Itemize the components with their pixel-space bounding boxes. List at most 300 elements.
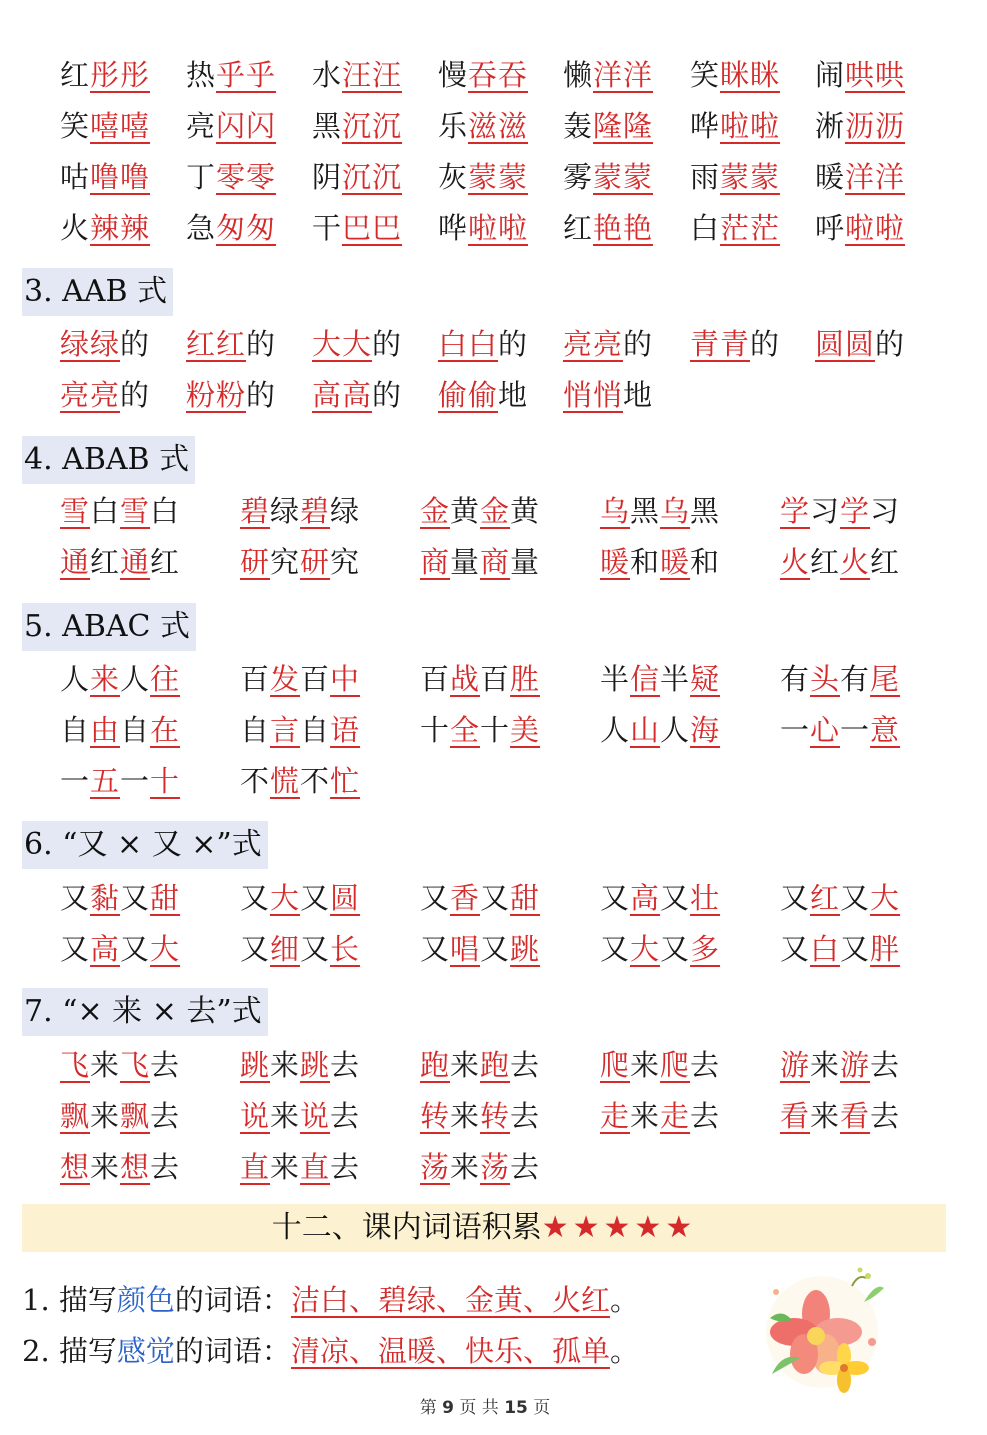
plain-char: 去	[330, 1150, 361, 1184]
plain-char: 半	[660, 662, 691, 696]
highlight-char: 荡	[420, 1150, 451, 1184]
highlight-char: 暖	[600, 545, 631, 579]
plain-char: 来	[270, 1150, 301, 1184]
plain-char: 白	[90, 494, 121, 528]
highlight-text: 蒙蒙	[720, 160, 781, 194]
word-item	[240, 1096, 360, 1136]
highlight-char: 荡	[480, 1150, 511, 1184]
highlight-char: 乌	[660, 494, 691, 528]
highlight-char: 通	[120, 545, 151, 579]
plain-char: 习	[870, 494, 901, 528]
highlight-text: 闪闪	[216, 109, 277, 143]
highlight-char: 美	[510, 713, 541, 747]
plain-text: 的	[372, 327, 403, 361]
plain-char: 来	[630, 1048, 661, 1082]
section-header	[22, 603, 196, 651]
highlight-char: 学	[780, 494, 811, 528]
highlight-char: 海	[690, 713, 721, 747]
word-item	[690, 208, 780, 248]
plain-char: 红	[870, 545, 901, 579]
plain-char: 又	[660, 881, 691, 915]
highlight-char: 通	[60, 545, 91, 579]
plain-char: 红	[90, 545, 121, 579]
plain-text: 笑	[690, 58, 721, 92]
plain-text: 干	[312, 211, 343, 245]
highlight-text: 红红	[186, 327, 247, 361]
word-item	[240, 878, 360, 918]
word-item	[563, 157, 653, 197]
highlight-char: 说	[240, 1099, 271, 1133]
plain-char: 半	[600, 662, 631, 696]
highlight-char: 转	[420, 1099, 451, 1133]
plain-char: 黑	[630, 494, 661, 528]
plain-text: 闹	[815, 58, 846, 92]
description-line-2	[22, 1331, 639, 1371]
highlight-text: 绿绿	[60, 327, 121, 361]
word-item	[60, 375, 150, 415]
desc-end: 。	[609, 1283, 639, 1317]
highlight-char: 暖	[660, 545, 691, 579]
word-item	[60, 542, 180, 582]
highlight-char: 红	[810, 881, 841, 915]
word-item	[240, 542, 360, 582]
plain-char: 又	[300, 881, 331, 915]
footer-prefix: 第	[419, 1398, 437, 1418]
word-item	[780, 878, 900, 918]
plain-char: 来	[90, 1099, 121, 1133]
plain-char: 自	[120, 713, 151, 747]
word-item	[600, 878, 720, 918]
word-item	[563, 375, 653, 415]
plain-text: 的	[623, 327, 654, 361]
word-item	[186, 375, 276, 415]
footer-middle: 页 共	[459, 1398, 499, 1418]
plain-char: 去	[330, 1099, 361, 1133]
highlight-char: 雪	[120, 494, 151, 528]
plain-char: 又	[300, 932, 331, 966]
word-item	[312, 55, 402, 95]
word-item	[240, 659, 360, 699]
highlight-char: 细	[270, 932, 301, 966]
plain-char: 来	[270, 1099, 301, 1133]
plain-text: 的	[750, 327, 781, 361]
highlight-char: 发	[270, 662, 301, 696]
highlight-char: 碧	[240, 494, 271, 528]
highlight-char: 头	[810, 662, 841, 696]
word-item	[690, 324, 780, 364]
plain-text: 白	[690, 211, 721, 245]
plain-char: 和	[690, 545, 721, 579]
word-item	[600, 491, 720, 531]
plain-text: 黑	[312, 109, 343, 143]
word-item	[600, 710, 720, 750]
plain-char: 去	[510, 1048, 541, 1082]
highlight-char: 慌	[270, 764, 301, 798]
highlight-char: 胖	[870, 932, 901, 966]
plain-char: 量	[450, 545, 481, 579]
plain-char: 黄	[450, 494, 481, 528]
plain-char: 十	[420, 713, 451, 747]
highlight-char: 十	[150, 764, 181, 798]
plain-char: 红	[150, 545, 181, 579]
word-item	[186, 106, 276, 146]
word-item	[780, 710, 900, 750]
highlight-char: 跳	[300, 1048, 331, 1082]
desc-suffix: 的词语：	[174, 1283, 291, 1317]
highlight-char: 山	[630, 713, 661, 747]
plain-text: 灰	[438, 160, 469, 194]
plain-char: 去	[150, 1048, 181, 1082]
word-item	[60, 659, 180, 699]
highlight-text: 偷偷	[438, 378, 499, 412]
highlight-text: 乎乎	[216, 58, 277, 92]
section-label: 4. ABAB 式	[24, 442, 190, 477]
section-header	[22, 988, 268, 1036]
highlight-char: 跑	[420, 1048, 451, 1082]
highlight-char: 心	[810, 713, 841, 747]
highlight-char: 香	[450, 881, 481, 915]
highlight-text: 沉沉	[342, 160, 403, 194]
highlight-text: 隆隆	[593, 109, 654, 143]
highlight-char: 爬	[600, 1048, 631, 1082]
plain-text: 咕	[60, 160, 91, 194]
highlight-char: 信	[630, 662, 661, 696]
flower-decoration	[752, 1262, 892, 1402]
plain-char: 黑	[690, 494, 721, 528]
word-item	[563, 324, 653, 364]
highlight-char: 甜	[510, 881, 541, 915]
plain-text: 的	[246, 378, 277, 412]
word-item	[690, 106, 780, 146]
plain-char: 绿	[330, 494, 361, 528]
plain-char: 人	[60, 662, 91, 696]
footer-page-number: 9	[442, 1398, 454, 1418]
highlight-text: 辣辣	[90, 211, 151, 245]
desc-answer: 洁白、碧绿、金黄、火红	[290, 1283, 610, 1317]
word-item	[60, 929, 180, 969]
plain-char: 来	[270, 1048, 301, 1082]
plain-char: 又	[840, 932, 871, 966]
word-item	[420, 1096, 540, 1136]
highlight-char: 跳	[510, 932, 541, 966]
plain-char: 究	[330, 545, 361, 579]
word-item	[240, 761, 360, 801]
word-item	[240, 710, 360, 750]
word-item	[60, 324, 150, 364]
plain-char: 百	[420, 662, 451, 696]
plain-char: 习	[810, 494, 841, 528]
plain-text: 轰	[563, 109, 594, 143]
plain-char: 绿	[270, 494, 301, 528]
plain-char: 去	[150, 1150, 181, 1184]
banner-stars: ★★★★★	[541, 1210, 697, 1245]
highlight-text: 彤彤	[90, 58, 151, 92]
highlight-char: 爬	[660, 1048, 691, 1082]
highlight-text: 滋滋	[468, 109, 529, 143]
section-label: 5. ABAC 式	[24, 609, 191, 644]
plain-char: 又	[780, 881, 811, 915]
highlight-text: 哄哄	[845, 58, 906, 92]
plain-char: 百	[240, 662, 271, 696]
highlight-char: 雪	[60, 494, 91, 528]
word-item	[780, 491, 900, 531]
word-item	[240, 1147, 360, 1187]
plain-char: 百	[480, 662, 511, 696]
plain-text: 懒	[563, 58, 594, 92]
word-item	[60, 157, 150, 197]
highlight-text: 圆圆	[815, 327, 876, 361]
highlight-char: 商	[420, 545, 451, 579]
plain-char: 来	[450, 1048, 481, 1082]
word-item	[600, 659, 720, 699]
plain-char: 又	[840, 881, 871, 915]
highlight-char: 全	[450, 713, 481, 747]
highlight-char: 飞	[60, 1048, 91, 1082]
word-item	[60, 710, 180, 750]
plain-char: 究	[270, 545, 301, 579]
word-item	[780, 1096, 900, 1136]
plain-char: 又	[240, 881, 271, 915]
footer-total-pages: 15	[504, 1398, 528, 1418]
highlight-char: 飘	[60, 1099, 91, 1133]
word-item	[815, 208, 905, 248]
highlight-text: 青青	[690, 327, 751, 361]
plain-text: 热	[186, 58, 217, 92]
plain-text: 乐	[438, 109, 469, 143]
plain-text: 哗	[438, 211, 469, 245]
description-line-1	[22, 1280, 639, 1320]
plain-char: 又	[60, 932, 91, 966]
highlight-char: 火	[840, 545, 871, 579]
highlight-char: 在	[150, 713, 181, 747]
highlight-text: 茫茫	[720, 211, 781, 245]
word-item	[815, 106, 905, 146]
plain-char: 又	[600, 881, 631, 915]
highlight-char: 跳	[240, 1048, 271, 1082]
plain-char: 一	[60, 764, 91, 798]
word-item	[563, 208, 653, 248]
section-label: 6. “又 × 又 ×”式	[24, 827, 262, 862]
word-item	[420, 878, 540, 918]
highlight-char: 唱	[450, 932, 481, 966]
word-item	[60, 55, 150, 95]
plain-text: 阴	[312, 160, 343, 194]
word-item	[815, 55, 905, 95]
highlight-char: 中	[330, 662, 361, 696]
highlight-text: 匆匆	[216, 211, 277, 245]
plain-char: 去	[690, 1099, 721, 1133]
highlight-char: 直	[300, 1150, 331, 1184]
plain-text: 的	[498, 327, 529, 361]
plain-char: 又	[480, 932, 511, 966]
desc-suffix: 的词语：	[174, 1334, 291, 1368]
word-item	[420, 659, 540, 699]
highlight-char: 走	[600, 1099, 631, 1133]
plain-text: 急	[186, 211, 217, 245]
highlight-char: 圆	[330, 881, 361, 915]
desc-end: 。	[609, 1334, 639, 1368]
word-item	[815, 157, 905, 197]
plain-char: 又	[420, 881, 451, 915]
plain-text: 的	[120, 327, 151, 361]
highlight-text: 沉沉	[342, 109, 403, 143]
word-item	[420, 710, 540, 750]
word-item	[186, 208, 276, 248]
highlight-text: 巴巴	[342, 211, 403, 245]
plain-char: 去	[690, 1048, 721, 1082]
highlight-text: 嘻嘻	[90, 109, 151, 143]
plain-char: 人	[600, 713, 631, 747]
plain-char: 又	[780, 932, 811, 966]
highlight-char: 跑	[480, 1048, 511, 1082]
page-footer	[0, 1393, 970, 1418]
plain-text: 水	[312, 58, 343, 92]
word-item	[420, 1045, 540, 1085]
plain-char: 自	[60, 713, 91, 747]
highlight-char: 白	[810, 932, 841, 966]
highlight-text: 高高	[312, 378, 373, 412]
highlight-text: 亮亮	[563, 327, 624, 361]
highlight-char: 来	[90, 662, 121, 696]
word-item	[438, 375, 528, 415]
highlight-text: 悄悄	[563, 378, 624, 412]
highlight-char: 碧	[300, 494, 331, 528]
plain-text: 笑	[60, 109, 91, 143]
highlight-char: 游	[780, 1048, 811, 1082]
plain-text: 地	[498, 378, 529, 412]
plain-char: 一	[120, 764, 151, 798]
plain-char: 来	[810, 1099, 841, 1133]
word-item	[815, 324, 905, 364]
highlight-char: 壮	[690, 881, 721, 915]
plain-char: 来	[450, 1150, 481, 1184]
plain-char: 去	[870, 1048, 901, 1082]
plain-char: 白	[150, 494, 181, 528]
word-item	[312, 208, 402, 248]
highlight-char: 大	[870, 881, 901, 915]
word-item	[563, 106, 653, 146]
word-item	[600, 542, 720, 582]
word-item	[60, 878, 180, 918]
highlight-text: 大大	[312, 327, 373, 361]
word-item	[780, 929, 900, 969]
highlight-char: 往	[150, 662, 181, 696]
word-item	[240, 929, 360, 969]
plain-text: 雾	[563, 160, 594, 194]
plain-char: 人	[120, 662, 151, 696]
desc-prefix: 描写	[58, 1334, 117, 1368]
highlight-text: 蒙蒙	[593, 160, 654, 194]
highlight-char: 飞	[120, 1048, 151, 1082]
word-item	[60, 106, 150, 146]
plain-text: 的	[120, 378, 151, 412]
plain-text: 红	[60, 58, 91, 92]
highlight-text: 啦啦	[720, 109, 781, 143]
highlight-text: 蒙蒙	[468, 160, 529, 194]
plain-char: 又	[420, 932, 451, 966]
desc-answer: 清凉、温暖、快乐、孤单	[290, 1334, 610, 1368]
plain-char: 去	[150, 1099, 181, 1133]
section-header	[22, 821, 268, 869]
plain-char: 红	[810, 545, 841, 579]
footer-suffix: 页	[533, 1398, 551, 1418]
plain-char: 有	[840, 662, 871, 696]
highlight-text: 眯眯	[720, 58, 781, 92]
highlight-char: 大	[150, 932, 181, 966]
word-item	[438, 55, 528, 95]
highlight-char: 研	[300, 545, 331, 579]
plain-char: 人	[660, 713, 691, 747]
word-item	[780, 659, 900, 699]
plain-char: 自	[240, 713, 271, 747]
highlight-char: 尾	[870, 662, 901, 696]
highlight-text: 汪汪	[342, 58, 403, 92]
highlight-char: 直	[240, 1150, 271, 1184]
plain-char: 不	[300, 764, 331, 798]
banner-title: 十二、课内词语积累	[271, 1210, 542, 1245]
highlight-text: 啦啦	[845, 211, 906, 245]
word-item	[420, 542, 540, 582]
word-item	[240, 1045, 360, 1085]
plain-char: 百	[300, 662, 331, 696]
word-item	[690, 55, 780, 95]
highlight-char: 意	[870, 713, 901, 747]
word-item	[600, 1045, 720, 1085]
highlight-text: 零零	[216, 160, 277, 194]
highlight-char: 长	[330, 932, 361, 966]
highlight-text: 吞吞	[468, 58, 529, 92]
word-item	[438, 106, 528, 146]
word-item	[438, 157, 528, 197]
word-item	[60, 1045, 180, 1085]
plain-text: 火	[60, 211, 91, 245]
highlight-char: 大	[270, 881, 301, 915]
highlight-char: 学	[840, 494, 871, 528]
highlight-char: 甜	[150, 881, 181, 915]
word-item	[60, 1096, 180, 1136]
highlight-char: 语	[330, 713, 361, 747]
desc-prefix: 描写	[58, 1283, 117, 1317]
highlight-char: 想	[60, 1150, 91, 1184]
highlight-char: 忙	[330, 764, 361, 798]
word-item	[240, 491, 360, 531]
highlight-char: 胜	[510, 662, 541, 696]
section-label: 3. AAB 式	[24, 274, 168, 309]
plain-char: 去	[510, 1150, 541, 1184]
plain-text: 亮	[186, 109, 217, 143]
word-item	[438, 324, 528, 364]
plain-char: 十	[480, 713, 511, 747]
highlight-char: 由	[90, 713, 121, 747]
plain-char: 来	[810, 1048, 841, 1082]
plain-text: 的	[246, 327, 277, 361]
highlight-char: 想	[120, 1150, 151, 1184]
highlight-char: 火	[780, 545, 811, 579]
highlight-text: 亮亮	[60, 378, 121, 412]
plain-text: 慢	[438, 58, 469, 92]
highlight-char: 战	[450, 662, 481, 696]
highlight-text: 洋洋	[845, 160, 906, 194]
plain-char: 来	[90, 1048, 121, 1082]
plain-text: 的	[372, 378, 403, 412]
plain-char: 和	[630, 545, 661, 579]
plain-char: 又	[120, 881, 151, 915]
word-item	[563, 55, 653, 95]
highlight-text: 啦啦	[468, 211, 529, 245]
word-item	[186, 157, 276, 197]
word-item	[438, 208, 528, 248]
word-item	[312, 157, 402, 197]
